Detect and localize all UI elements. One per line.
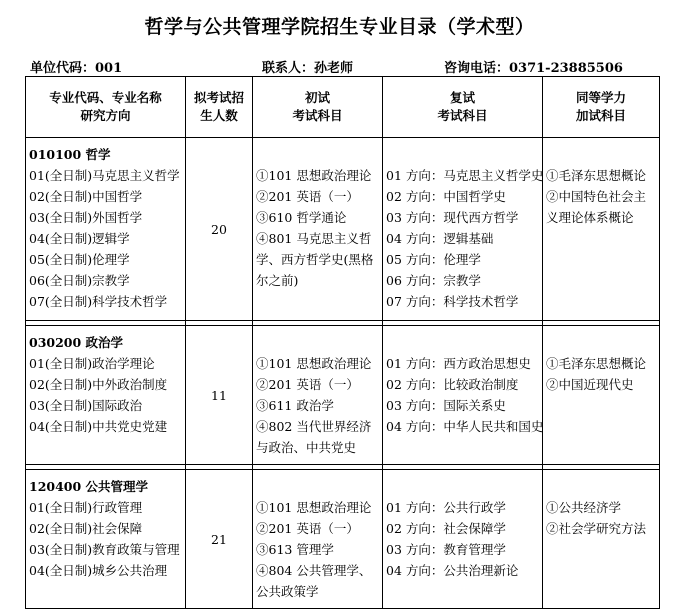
retest-subject: 03 方向：现代西方哲学 xyxy=(386,210,519,225)
direction: 06(全日制)宗教学 xyxy=(29,273,130,288)
retest-subject: 01 方向：公共行政学 xyxy=(386,500,506,515)
exam-subject: ④801 马克思主义哲学、西方哲学史(黑格尔之前) xyxy=(256,231,374,288)
direction: 02(全日制)中国哲学 xyxy=(29,189,143,204)
table-header-row xyxy=(26,77,660,138)
direction: 01(全日制)马克思主义哲学 xyxy=(29,168,180,183)
extra-subject: ②中国近现代史 xyxy=(546,377,634,392)
retest-subject: 05 方向：伦理学 xyxy=(386,252,481,267)
direction: 02(全日制)中外政治制度 xyxy=(29,377,168,392)
initial-exam-cell xyxy=(253,326,383,465)
direction: 01(全日制)行政管理 xyxy=(29,500,143,515)
extra-subject: ②中国特色社会主义理论体系概论 xyxy=(546,189,647,225)
unit-code: 单位代码：001 xyxy=(30,61,123,76)
direction: 05(全日制)伦理学 xyxy=(29,252,130,267)
retest-subject: 06 方向：宗教学 xyxy=(386,273,481,288)
major-cell xyxy=(26,138,186,321)
direction: 04(全日制)城乡公共治理 xyxy=(29,563,168,578)
retest-subject: 01 方向：西方政治思想史 xyxy=(386,356,531,371)
exam-subject: ②201 英语（一） xyxy=(256,521,359,536)
quota-cell: 11 xyxy=(186,326,253,465)
header-major: 专业代码、专业名称 研究方向 xyxy=(26,77,186,138)
program-catalog-table xyxy=(25,76,660,609)
extra-subject: ①毛泽东思想概论 xyxy=(546,356,647,371)
table-row xyxy=(26,326,660,465)
exam-subject: ③613 管理学 xyxy=(256,542,334,557)
page-title: 哲学与公共管理学院招生专业目录（学术型） xyxy=(144,16,535,38)
major-name: 120400 公共管理学 xyxy=(29,479,149,494)
exam-subject: ①101 思想政治理论 xyxy=(256,168,372,183)
direction: 01(全日制)政治学理论 xyxy=(29,356,155,371)
retest-cell xyxy=(383,326,543,465)
direction: 04(全日制)中共党史党建 xyxy=(29,419,168,434)
header-extra-exam: 同等学力 加试科目 xyxy=(543,77,660,138)
exam-subject: ④802 当代世界经济与政治、中共党史 xyxy=(256,419,372,455)
quota-cell: 21 xyxy=(186,470,253,609)
major-cell xyxy=(26,470,186,609)
table-row xyxy=(26,470,660,609)
major-name: 010100 哲学 xyxy=(29,147,111,162)
direction: 03(全日制)外国哲学 xyxy=(29,210,143,225)
direction: 03(全日制)国际政治 xyxy=(29,398,143,413)
initial-exam-cell xyxy=(253,138,383,321)
retest-subject: 01 方向：马克思主义哲学史 xyxy=(386,168,544,183)
retest-subject: 02 方向：比较政治制度 xyxy=(386,377,519,392)
retest-subject: 07 方向：科学技术哲学 xyxy=(386,294,519,309)
direction: 03(全日制)教育政策与管理 xyxy=(29,542,180,557)
extra-exam-cell xyxy=(543,470,660,609)
retest-subject: 04 方向：中华人民共和国史 xyxy=(386,419,544,434)
retest-subject: 03 方向：教育管理学 xyxy=(386,542,506,557)
retest-subject: 03 方向：国际关系史 xyxy=(386,398,506,413)
retest-subject: 04 方向：公共治理新论 xyxy=(386,563,519,578)
retest-subject: 02 方向：社会保障学 xyxy=(386,521,506,536)
major-cell xyxy=(26,326,186,465)
contact-person: 联系人：孙老师 xyxy=(262,61,354,76)
major-name: 030200 政治学 xyxy=(29,335,124,350)
extra-subject: ①毛泽东思想概论 xyxy=(546,168,647,183)
exam-subject: ②201 英语（一） xyxy=(256,377,359,392)
contact-phone: 咨询电话：0371-23885506 xyxy=(444,61,623,76)
extra-exam-cell xyxy=(543,326,660,465)
exam-subject: ①101 思想政治理论 xyxy=(256,500,372,515)
extra-subject: ①公共经济学 xyxy=(546,500,622,515)
retest-subject: 04 方向：逻辑基础 xyxy=(386,231,494,246)
quota-cell: 20 xyxy=(186,138,253,321)
direction: 04(全日制)逻辑学 xyxy=(29,231,130,246)
exam-subject: ③611 政治学 xyxy=(256,398,334,413)
header-initial-exam: 初试 考试科目 xyxy=(253,77,383,138)
initial-exam-cell xyxy=(253,470,383,609)
direction: 02(全日制)社会保障 xyxy=(29,521,143,536)
exam-subject: ①101 思想政治理论 xyxy=(256,356,372,371)
retest-cell xyxy=(383,138,543,321)
exam-subject: ④804 公共管理学、公共政策学 xyxy=(256,563,372,599)
extra-subject: ②社会学研究方法 xyxy=(546,521,647,536)
extra-exam-cell xyxy=(543,138,660,321)
table-row xyxy=(26,138,660,321)
header-retest: 复试 考试科目 xyxy=(383,77,543,138)
direction: 07(全日制)科学技术哲学 xyxy=(29,294,168,309)
exam-subject: ②201 英语（一） xyxy=(256,189,359,204)
exam-subject: ③610 哲学通论 xyxy=(256,210,347,225)
retest-cell xyxy=(383,470,543,609)
header-quota: 拟考试招 生人数 xyxy=(186,77,253,138)
retest-subject: 02 方向：中国哲学史 xyxy=(386,189,506,204)
